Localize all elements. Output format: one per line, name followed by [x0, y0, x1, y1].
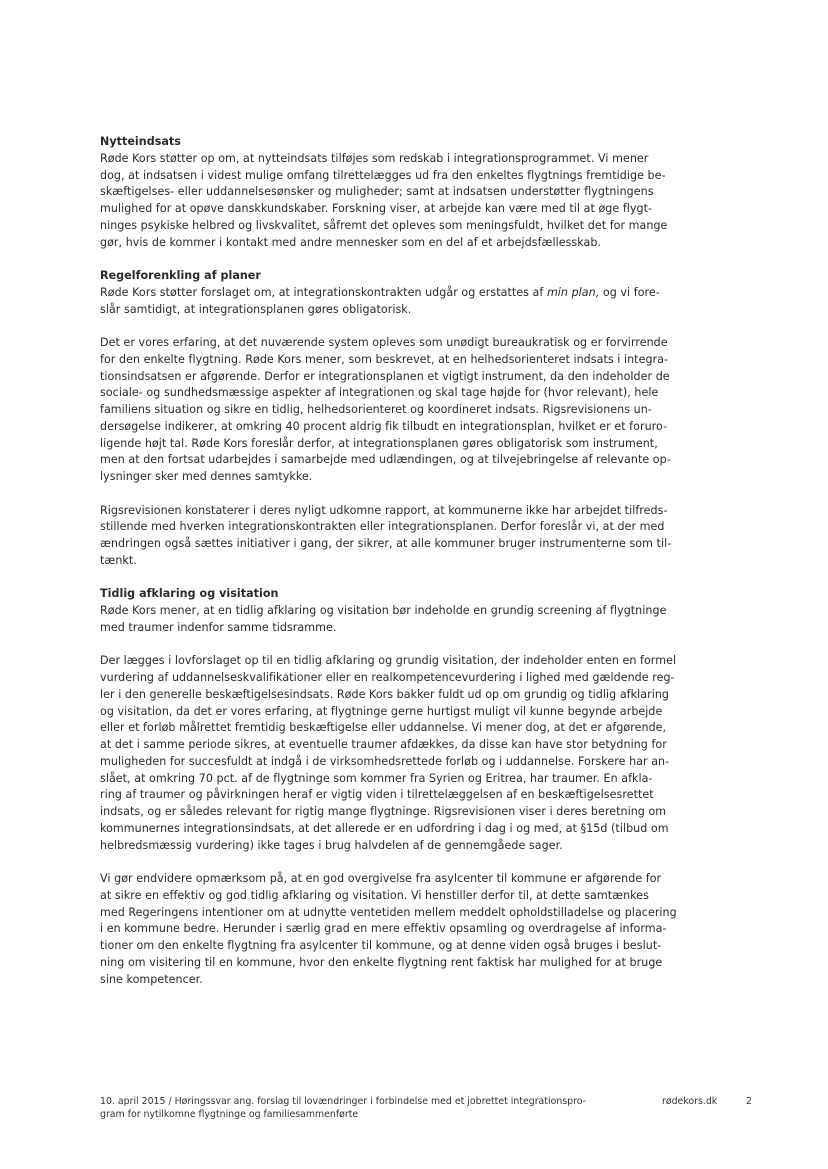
text-line: familiens situation og sikre en tidlig, helhedsorienteret og koordineret indsats. Rigsrevisionens un- [100, 403, 652, 416]
text-line: stillende med hverken integrationskontrakten eller integrationsplanen. Derfor foreslår vi, at der med [100, 520, 665, 534]
section-heading: Nytteindsats [100, 135, 181, 148]
text-run: Røde Kors støtter forslaget om, at integrationskontrakten udgår og erstattes af [100, 285, 547, 299]
text-line: slået, at omkring 70 pct. af de flygtninge som kommer fra Syrien og Eritrea, har traumer. En afkla- [100, 771, 653, 785]
footer-website-link[interactable]: rødekors.dk [662, 1096, 718, 1107]
text-run: og vi fore- [599, 285, 660, 299]
text-line: lysninger sker med dennes samtykke. [100, 470, 313, 483]
text-line: ændringen også sættes initiativer i gang, der sikrer, at alle kommuner bruger instrumenterne som til- [100, 537, 672, 550]
text-line: men at den fortsat udarbejdes i samarbejde med udlændingen, og at tilvejebringelse af relevante op- [100, 453, 671, 467]
footer-line: gram for nytilkomne flygtninge og familiesammenførte [100, 1108, 359, 1120]
text-line: dog, at indsatsen i videst mulige omfang tilrettelægges ud fra den enkeltes flygtnings fremtidige be- [100, 168, 666, 182]
text-line: muligheden for succesfuldt at indgå i de virksomhedsrettede forløb og i uddannelse. Forskere har an- [100, 754, 670, 768]
text-line: tænkt. [100, 553, 137, 567]
text-line: mulighed for at opøve danskkundskaber. Forskning viser, at arbejde kan være med til at øge flygt- [100, 202, 653, 215]
paragraph [100, 871, 728, 988]
text-line: Rigsrevisionen konstaterer i deres nyligt udkomne rapport, at kommunerne ikke har arbejdet tilfreds- [100, 503, 668, 517]
text-line: gør, hvis de kommer i kontakt med andre mennesker som en del af et arbejdsfællesskab. [100, 235, 602, 249]
text-line: Røde Kors støtter op om, at nytteindsats tilføjes som redskab i integrationsprogrammet. Vi mener [100, 151, 649, 165]
text-line: tionsindsatsen er afgørende. Derfor er integrationsplanen et vigtigt instrument, da den indeholder de [100, 369, 670, 383]
text-line: Der lægges i lovforslaget op til en tidlig afklaring og grundig visitation, der indeholder enten en formel [100, 654, 677, 668]
text-line: eller et forløb målrettet fremtidig beskæftigelse eller uddannelse. Vi mener dog, at det er afgørende, [100, 721, 667, 735]
text-line: vurdering af uddannelseskvalifikationer eller en realkompetencevurdering i lighed med gældende reg- [100, 671, 675, 684]
paragraph [100, 151, 728, 252]
paragraph [100, 503, 728, 570]
text-line: dersøgelse indikerer, at omkring 40 procent aldrig fik tilbudt en integrationsplan, hvilket er et foruro- [100, 419, 668, 433]
paragraph [100, 285, 728, 319]
text-line: ring af traumer og påvirkningen heraf er vigtig viden i tilrettelæggelsen af en beskæftigelsesrettet [100, 788, 654, 802]
text-line: Vi gør endvidere opmærksom på, at en god overgivelse fra asylcenter til kommune er afgørende for [100, 872, 662, 885]
text-line: skæftigelses- eller uddannelsesønsker og muligheder; samt at indsatsen understøtter flygtningens [100, 185, 654, 199]
text-line: for den enkelte flygtning. Røde Kors mener, som beskrevet, at en helhedsorienteret indsats i integra- [100, 352, 669, 366]
text-line: slår samtidigt, at integrationsplanen gøres obligatorisk. [100, 302, 412, 316]
paragraph [100, 653, 728, 854]
page-number: 2 [746, 1096, 752, 1107]
footer-description [100, 1096, 640, 1121]
text-line: at sikre en effektiv og god tidlig afklaring og visitation. Vi henstiller derfor til, at dette samtænkes [100, 888, 649, 902]
paragraph [100, 335, 728, 486]
italic-term: min plan, [546, 285, 600, 299]
document-body [100, 134, 728, 1005]
section-nytteindsats [100, 134, 728, 251]
text-line: sociale- og sundhedsmæssige aspekter af integrationen og skal tage højde for (hvor relevant), hele [100, 386, 659, 400]
text-line: indsats, og er således relevant for rigtig mange flygtninge. Rigsrevisionen viser i deres beretning om [100, 805, 667, 818]
text-line: i en kommune bedre. Herunder i særlig grad en mere effektiv opsamling og overdragelse af informa- [100, 922, 667, 936]
text-line: ning om visitering til en kommune, hvor den enkelte flygtning rent faktisk har mulighed for at bruge [100, 955, 663, 969]
section-heading: Tidlig afklaring og visitation [100, 587, 279, 601]
text-line: at det i samme periode sikres, at eventuelle traumer afdækkes, da disse kan have stor betydning for [100, 738, 667, 751]
text-line: ninges psykiske helbred og livskvalitet, såfremt det opleves som meningsfuldt, hvilket det for mange [100, 218, 668, 232]
text-line: Røde Kors mener, at en tidlig afklaring og visitation bør indeholde en grundig screening af flygtninge [100, 604, 667, 617]
text-line: med traumer indenfor samme tidsramme. [100, 620, 337, 634]
text-line: sine kompetencer. [100, 972, 203, 986]
text-line: ler i den generelle beskæftigelsesindsats. Røde Kors bakker fuldt ud op om grundig og tidlig afklaring [100, 687, 669, 701]
text-line: og visitation, da det er vores erfaring, at flygtninge gerne hurtigst muligt vil kunne begynde arbejde [100, 704, 663, 718]
section-heading: Regelforenkling af planer [100, 269, 261, 282]
footer-line: 10. april 2015 / Høringssvar ang. forslag til lovændringer i forbindelse med et jobrettet integrationspro- [100, 1096, 587, 1107]
section-regelforenkling [100, 268, 728, 570]
text-line: helbredsmæssig vurdering) ikke tages i brug halvdelen af de gennemgåede sager. [100, 838, 563, 852]
section-tidlig-afklaring [100, 586, 728, 988]
text-line: med Regeringens intentioner om at udnytte ventetiden mellem meddelt opholdstilladelse og placering [100, 905, 677, 919]
text-line-with-italic [100, 285, 728, 302]
text-line: Det er vores erfaring, at det nuværende system opleves som unødigt bureaukratisk og er forvirrende [100, 336, 668, 349]
text-line: kommunernes integrationsindsats, at det allerede er en udfordring i dag i og med, at §15d (tilbud om [100, 821, 669, 835]
text-line: tioner om den enkelte flygtning fra asylcenter til kommune, og at denne viden også bruges i beslut- [100, 939, 662, 952]
paragraph [100, 603, 728, 637]
text-line: ligende højt tal. Røde Kors foreslår derfor, at integrationsplanen gøres obligatorisk som instrument, [100, 436, 658, 450]
